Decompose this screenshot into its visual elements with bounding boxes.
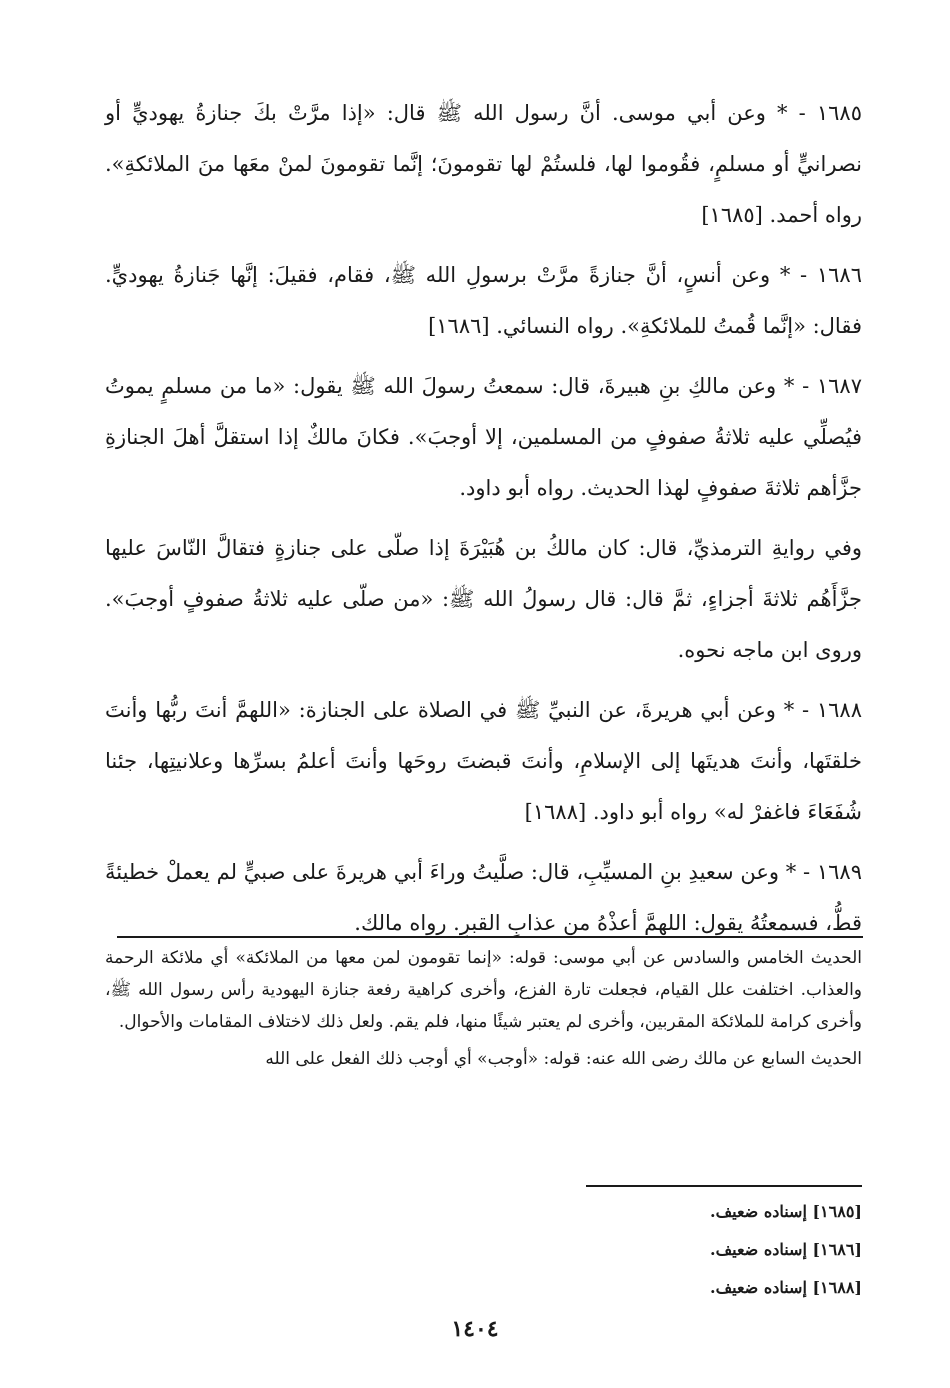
commentary-section	[105, 942, 862, 1080]
footnotes	[480, 1193, 862, 1307]
footnote-divider	[586, 1185, 862, 1187]
footnote-1685: [١٦٨٥] إسناده ضعيف.	[710, 1202, 862, 1221]
footnote-1686: [١٦٨٦] إسناده ضعيف.	[710, 1240, 862, 1259]
hadith-1686: ١٦٨٦ - * وعن أنسٍ، أنَّ جنازةً مرَّتْ برسولِ الله ﷺ، فقام، فقيلَ: إنَّها جَنازةُ يهوديٍّ. فقال: «إنَّما قُمتُ للملائكةِ». رواه النسائي. [١٦٨٦]	[105, 263, 862, 338]
hadith-1687: ١٦٨٧ - * وعن مالكِ بنِ هبيرةَ، قال: سمعتُ رسولَ الله ﷺ يقول: «ما من مسلمٍ يموتُ فيُصلِّي عليه ثلاثةُ صفوفٍ من المسلمين، إلا أوجبَ». فكانَ مالكٌ إذا استقلَّ أهلَ الجنازةِ جزَّأهم ثلاثةَ صفوفٍ لهذا الحديث. رواه أبو داود.	[105, 374, 862, 500]
commentary-paragraph: الحديث السابع عن مالك رضى الله عنه: قوله: «أوجب» أي أوجب ذلك الفعل على الله	[265, 1049, 862, 1069]
hadith-1688: ١٦٨٨ - * وعن أبي هريرةَ، عن النبيِّ ﷺ في الصلاة على الجنازة: «اللهمَّ أنتَ ربُّها وأنتَ خلقتَها، وأنتَ هديتَها إلى الإسلامِ، وأنتَ قبضتَ روحَها وأنتَ أعلمُ بسرِّها وعلانيتِها، جئنا شُفَعَاءَ فاغفرْ له» رواه أبو داود. [١٦٨٨]	[105, 698, 862, 824]
hadith-1689: ١٦٨٩ - * وعن سعيدِ بنِ المسيِّبِ، قال: صلَّيتُ وراءَ أبي هريرةَ على صبيٍّ لم يعملْ خطيئةً قطُّ، فسمعتُهُ يقول: اللهمَّ أعذْهُ من عذابِ القبرِ. رواه مالك.	[105, 860, 862, 935]
footnote-1688: [١٦٨٨] إسناده ضعيف.	[710, 1278, 862, 1297]
page-number: ١٤٠٤	[451, 1316, 499, 1342]
commentary-paragraph: الحديث الخامس والسادس عن أبي موسى: قوله: «إنما تقومون لمن معها من الملائكة» أي ملائكة الرحمة والعذاب. اختلفت علل القيام، فجعلت تارة الفزع، وأخرى كراهية رفعة جنازة اليهودية رأس رسول الله ﷺ، وأخرى كرامة للملائكة المقربين، وأخرى لم يعتبر شيئًا منها، فلم يقم. ولعل ذلك لاختلاف المقامات والأحوال.	[105, 948, 862, 1032]
tirmidhi-narration: وفي روايةِ الترمذيِّ، قال: كان مالكُ بن هُبَيْرَةَ إذا صلّى على جنازةٍ فتقالَّ النّاسَ عليها جزَّأَهُم ثلاثةَ أجزاءٍ، ثمَّ قال: قال رسولُ الله ﷺ: «من صلّى عليه ثلاثةُ صفوفٍ أوجبَ». وروى ابن ماجه نحوه.	[105, 536, 862, 662]
commentary-divider	[117, 936, 863, 938]
hadith-body	[105, 88, 862, 958]
hadith-1685: ١٦٨٥ - * وعن أبي موسى. أنَّ رسول الله ﷺ قال: «إذا مرَّتْ بكَ جنازةُ يهوديٍّ أو نصرانيٍّ أو مسلمٍ، فقُوموا لها، فلستُمْ لها تقومونَ؛ إنَّما تقومونَ لمنْ معَها منَ الملائكةِ». رواه أحمد. [١٦٨٥]	[105, 101, 862, 227]
